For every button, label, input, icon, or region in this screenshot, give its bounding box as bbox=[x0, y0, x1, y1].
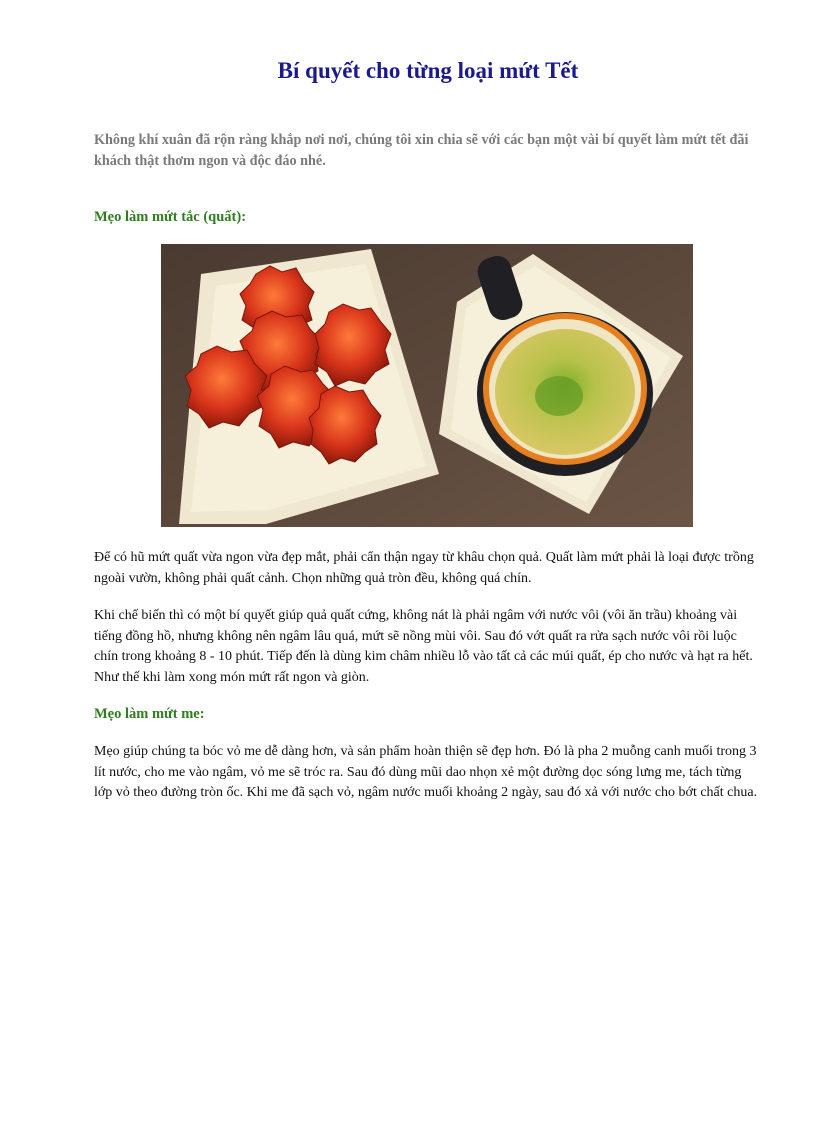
kumquat-paragraph-2: Khi chế biến thì có một bí quyết giúp quả quất cứng, không nát là phải ngâm với nước vôi (vôi ăn trầu) khoảng vài tiếng đồng hồ, nhưng không nên ngâm lâu quá, mứt sẽ nồng mùi vôi. Sau đó vớt quất ra rửa sạch nước vôi rồi luộc chín trong khoảng 8 - 10 phút. Tiếp đến là dùng kim châm nhiều lỗ vào tất cả các múi quất, ép cho nước và hạt ra hết. Như thế khi làm xong món mứt rất ngon và giòn. bbox=[94, 608, 753, 685]
intro-paragraph: Không khí xuân đã rộn ràng khắp nơi nơi, chúng tôi xin chia sẽ với các bạn một vài bí quyết làm mứt tết đãi khách thật thơm ngon và độc đáo nhé. bbox=[94, 132, 749, 169]
section-heading-tamarind: Mẹo làm mứt me: bbox=[94, 706, 205, 722]
section-heading-kumquat: Mẹo làm mứt tắc (quất): bbox=[94, 209, 247, 225]
page-title: Bí quyết cho từng loại mứt Tết bbox=[277, 58, 579, 83]
kumquat-paragraph-1: Để có hũ mứt quất vừa ngon vừa đẹp mắt, phải cẩn thận ngay từ khâu chọn quả. Quất làm mứt phải là loại được trồng ngoài vườn, không phải quất cảnh. Chọn những quả tròn đều, không quá chín. bbox=[94, 550, 754, 586]
tamarind-paragraph-1: Mẹo giúp chúng ta bóc vỏ me dễ dàng hơn, và sản phẩm hoàn thiện sẽ đẹp hơn. Đó là pha 2 muỗng canh muối trong 3 lít nước, cho me vào ngâm, vỏ me sẽ tróc ra. Sau đó dùng mũi dao nhọn xẻ một đường dọc sóng lưng me, tách từng lớp vỏ theo đường tròn ốc. Khi me đã sạch vỏ, ngâm nước muối khoảng 2 ngày, sau đó xả với nước cho bớt chất chua. bbox=[94, 744, 758, 800]
candied-kumquat-tea-photo bbox=[161, 244, 693, 527]
